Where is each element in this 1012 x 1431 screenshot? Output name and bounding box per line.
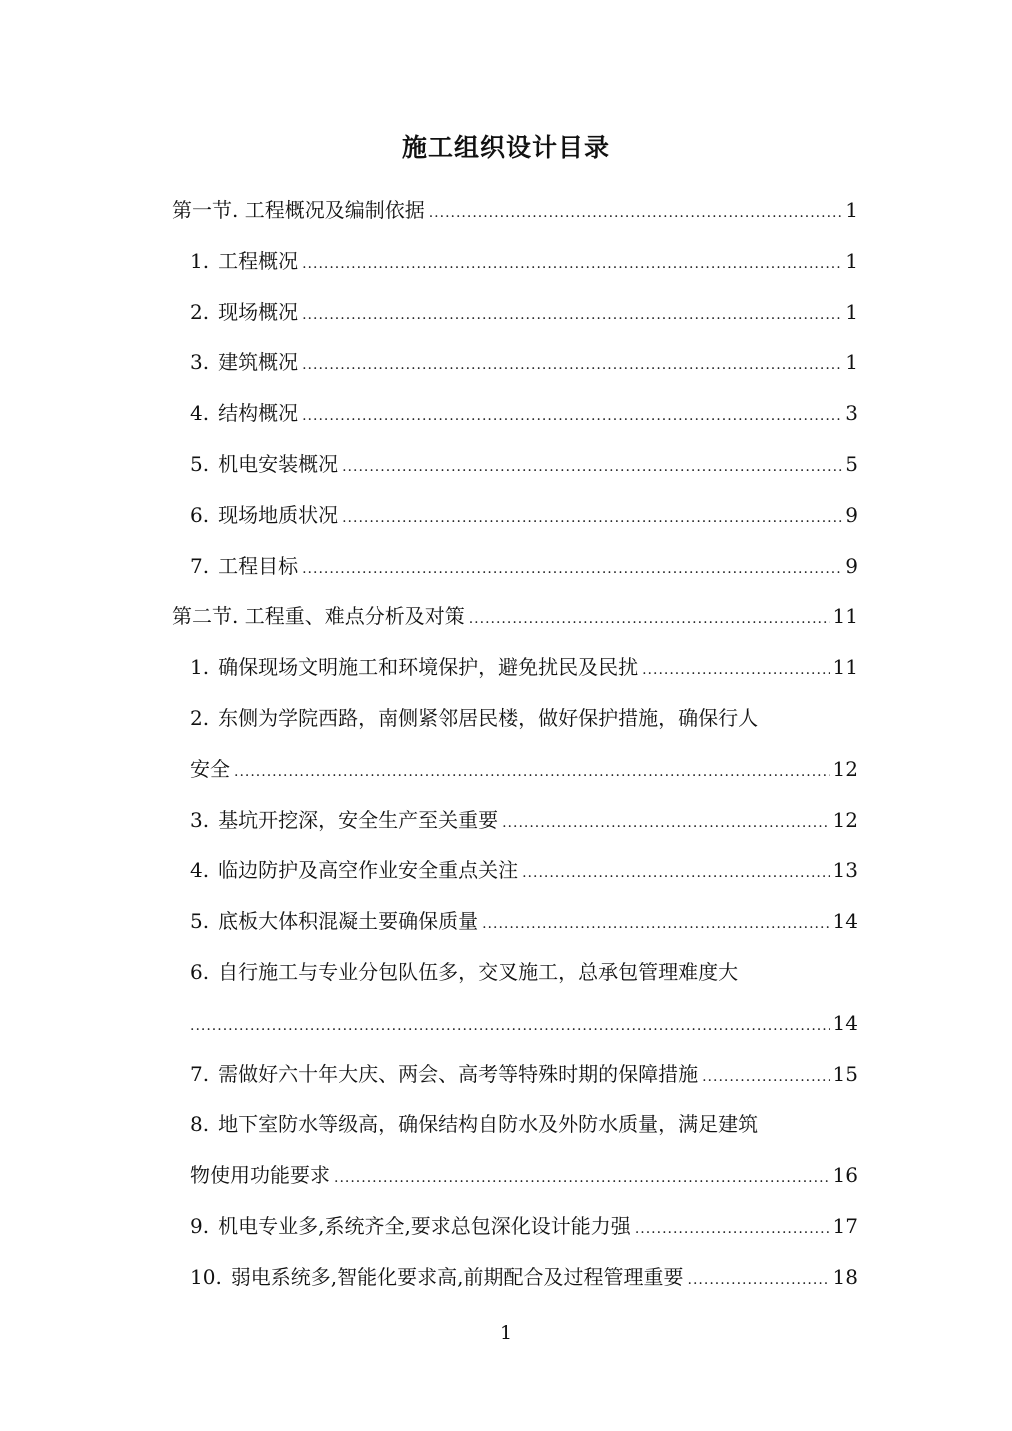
toc-entry-number: 10. [190,1264,222,1289]
toc-page-number: 14 [832,909,858,934]
toc-entry[interactable] [172,845,858,896]
toc-entry-number: 7. [190,1061,210,1086]
toc-leader-dots [702,1052,829,1103]
toc-entry-text: 东侧为学院西路，南侧紧邻居民楼，做好保护措施，确保行人 [218,705,759,730]
toc-page-number: 15 [832,1061,858,1086]
toc-leader-dots [190,1001,830,1052]
toc-entry-number: 3. [190,807,210,832]
toc-entry-text: 现场概况 [218,299,299,324]
toc-entry[interactable] [172,896,858,947]
toc-entry[interactable] [172,591,858,642]
toc-entry-text-continued: 物使用功能要求 [190,1163,330,1188]
toc-entry[interactable] [172,236,858,287]
toc-entry-text: 机电专业多,系统齐全,要求总包深化设计能力强 [218,1213,631,1238]
toc-entry-text: 临边防护及高空作业安全重点关注 [218,858,519,883]
toc-leader-dots [342,442,842,493]
footer-page-number: 1 [499,1322,513,1344]
toc-entry-number: 4. [190,858,210,883]
toc-entry-continuation[interactable] [172,998,858,1049]
toc-page-number: 17 [832,1213,858,1238]
table-of-contents [172,185,858,1303]
toc-entry[interactable] [172,1201,858,1252]
toc-entry-number: 6. [190,959,210,984]
toc-entry[interactable] [172,1252,858,1303]
toc-entry-text: 底板大体积混凝土要确保质量 [218,909,479,934]
toc-leader-dots [429,188,843,239]
toc-page-number: 13 [832,858,858,883]
toc-leader-dots [469,594,830,645]
toc-page-number: 11 [832,655,858,680]
toc-entry-number: 2. [190,705,210,730]
toc-entry[interactable] [172,337,858,388]
toc-entry-text: 基坑开挖深，安全生产至关重要 [218,807,499,832]
toc-entry[interactable] [172,185,858,236]
toc-leader-dots [642,645,829,696]
toc-leader-dots [334,1153,830,1204]
toc-page-number: 12 [832,807,858,832]
toc-entry-continuation[interactable] [172,744,858,795]
toc-entry-text: 需做好六十年大庆、两会、高考等特殊时期的保障措施 [218,1061,699,1086]
toc-entry-text: 第二节. 工程重、难点分析及对策 [172,604,465,629]
toc-entry-number: 9. [190,1213,210,1238]
toc-page-number: 1 [845,198,858,222]
toc-entry-number: 5. [190,909,210,934]
toc-entry-number: 7. [190,553,210,578]
toc-page-number: 1 [845,350,858,375]
toc-page-number: 11 [832,604,858,629]
toc-entry-text: 机电安装概况 [218,451,339,476]
toc-leader-dots [688,1255,830,1306]
toc-page-number: 12 [832,756,858,781]
toc-entry-text: 自行施工与专业分包队伍多，交叉施工，总承包管理难度大 [218,959,739,984]
toc-entry-number: 3. [190,350,210,375]
toc-leader-dots [502,798,829,849]
toc-entry-text-continued: 安全 [190,756,230,781]
toc-page-number: 16 [832,1163,858,1188]
toc-leader-dots [302,340,842,391]
toc-entry-number: 4. [190,401,210,426]
toc-entry[interactable] [172,642,858,693]
toc-leader-dots [302,290,842,341]
toc-entry[interactable] [172,693,858,744]
toc-entry-number: 8. [190,1112,210,1137]
toc-page-number: 3 [845,401,858,426]
toc-entry[interactable] [172,1099,858,1150]
toc-entry[interactable] [172,439,858,490]
toc-entry-number: 6. [190,502,210,527]
toc-leader-dots [302,391,842,442]
toc-entry-text: 建筑概况 [218,350,299,375]
toc-page-number: 9 [845,553,858,578]
toc-entry-text: 确保现场文明施工和环境保护，避免扰民及民扰 [218,655,639,680]
page-title: 施工组织设计目录 [401,133,610,162]
toc-entry-text: 工程概况 [218,248,299,273]
toc-entry-text: 地下室防水等级高，确保结构自防水及外防水质量，满足建筑 [218,1112,759,1137]
toc-leader-dots [482,899,829,950]
toc-leader-dots [522,848,829,899]
toc-entry-text: 现场地质状况 [218,502,339,527]
toc-page-number: 18 [832,1264,858,1289]
toc-entry-text: 结构概况 [218,401,299,426]
toc-entry-number: 1. [190,248,210,273]
toc-leader-dots [302,544,842,595]
toc-leader-dots [302,239,842,290]
toc-entry[interactable] [172,1049,858,1100]
toc-leader-dots [234,747,830,798]
toc-entry-number: 5. [190,451,210,476]
toc-entry[interactable] [172,490,858,541]
toc-page-number: 1 [845,248,858,273]
toc-entry[interactable] [172,388,858,439]
toc-page-number: 9 [845,502,858,527]
toc-page-number: 5 [845,451,858,476]
toc-entry-text: 第一节. 工程概况及编制依据 [172,198,425,222]
toc-entry[interactable] [172,947,858,998]
toc-entry[interactable] [172,541,858,592]
toc-entry[interactable] [172,287,858,338]
toc-page-number: 14 [832,1010,858,1035]
toc-entry-continuation[interactable] [172,1150,858,1201]
toc-page-number: 1 [845,299,858,324]
toc-entry-text: 工程目标 [218,553,299,578]
toc-entry[interactable] [172,795,858,846]
toc-leader-dots [635,1204,830,1255]
toc-entry-number: 2. [190,299,210,324]
toc-entry-text: 弱电系统多,智能化要求高,前期配合及过程管理重要 [230,1264,684,1289]
toc-leader-dots [342,493,842,544]
toc-entry-number: 1. [190,655,210,680]
